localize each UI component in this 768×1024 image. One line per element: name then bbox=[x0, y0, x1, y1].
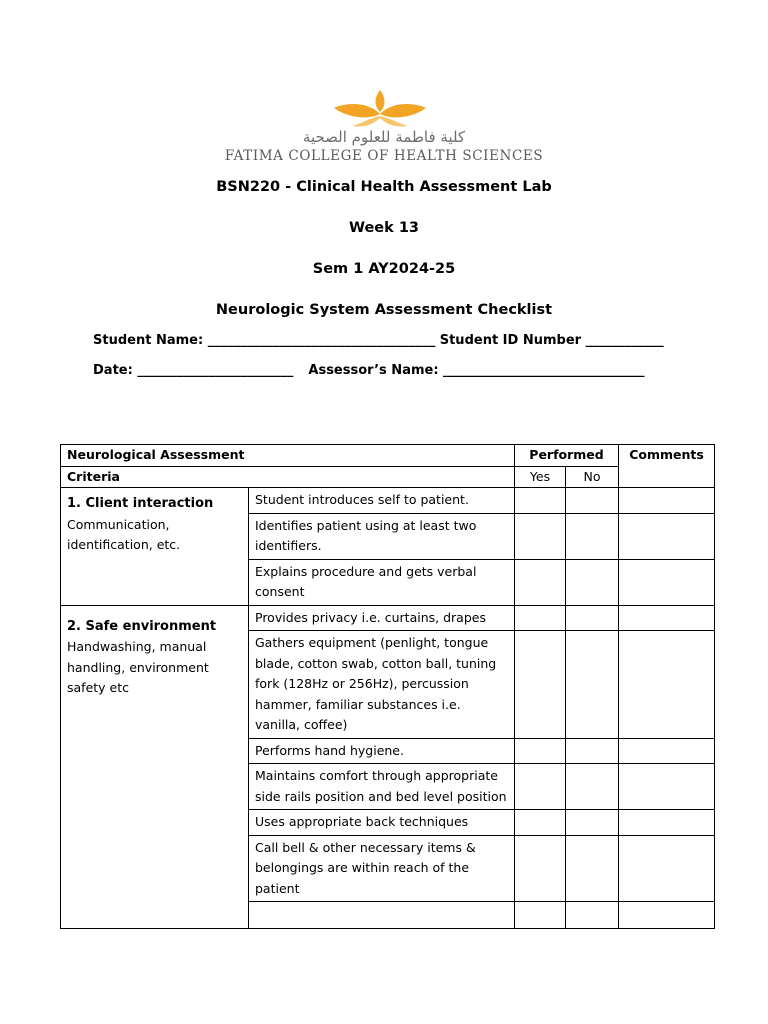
comments-cell[interactable] bbox=[619, 835, 715, 902]
comments-cell[interactable] bbox=[619, 738, 715, 764]
yes-checkbox-cell[interactable] bbox=[515, 810, 566, 836]
date-assessor-line bbox=[93, 363, 645, 378]
logo-english-name: FATIMA COLLEGE OF HEALTH SCIENCES bbox=[224, 148, 544, 164]
item-cell: Explains procedure and gets verbal consent bbox=[249, 559, 515, 605]
comments-cell[interactable] bbox=[619, 631, 715, 739]
item-cell: Maintains comfort through appropriate side rails position and bed level position bbox=[249, 764, 515, 810]
semester-label: Sem 1 AY2024-25 bbox=[312, 261, 456, 277]
criteria-title: 2. Safe environment bbox=[67, 618, 217, 634]
college-logo bbox=[190, 84, 578, 166]
criteria-description: Handwashing, manual handling, environment safety etc bbox=[67, 639, 209, 696]
student-id-field[interactable]: Student ID Number ____________ bbox=[439, 333, 664, 348]
no-checkbox-cell[interactable] bbox=[566, 810, 619, 836]
no-checkbox-cell[interactable] bbox=[566, 764, 619, 810]
date-field[interactable]: Date: ________________________ bbox=[93, 363, 294, 378]
yes-header-cell: Yes bbox=[515, 466, 566, 488]
comments-cell[interactable] bbox=[619, 559, 715, 605]
item-cell: Performs hand hygiene. bbox=[249, 738, 515, 764]
comments-cell[interactable] bbox=[619, 488, 715, 514]
logo-arabic-name: كلية فاطمة للعلوم الصحية bbox=[302, 128, 466, 146]
comments-cell[interactable] bbox=[619, 513, 715, 559]
yes-checkbox-cell[interactable] bbox=[515, 631, 566, 739]
no-checkbox-cell[interactable] bbox=[566, 605, 619, 631]
assessment-checklist-table bbox=[60, 444, 715, 929]
comments-cell[interactable] bbox=[619, 810, 715, 836]
assessor-name-field[interactable]: Assessor’s Name: _______________________________ bbox=[308, 363, 645, 378]
student-info-line bbox=[93, 333, 664, 348]
item-cell: Provides privacy i.e. curtains, drapes bbox=[249, 605, 515, 631]
performed-header-cell: Performed bbox=[515, 445, 619, 467]
no-checkbox-cell[interactable] bbox=[566, 513, 619, 559]
no-checkbox-cell[interactable] bbox=[566, 631, 619, 739]
yes-checkbox-cell[interactable] bbox=[515, 488, 566, 514]
yes-checkbox-cell[interactable] bbox=[515, 764, 566, 810]
yes-checkbox-cell[interactable] bbox=[515, 513, 566, 559]
table-row bbox=[61, 605, 715, 631]
yes-checkbox-cell[interactable] bbox=[515, 835, 566, 902]
assessment-header-cell: Neurological Assessment bbox=[61, 445, 515, 467]
criteria-title: 1. Client interaction bbox=[67, 496, 214, 511]
comments-header-cell: Comments bbox=[619, 445, 715, 488]
table-subheader-row bbox=[61, 466, 715, 488]
table-header-row bbox=[61, 445, 715, 467]
no-checkbox-cell[interactable] bbox=[566, 488, 619, 514]
no-checkbox-cell[interactable] bbox=[566, 559, 619, 605]
flower-logo-icon bbox=[330, 88, 430, 128]
no-checkbox-cell[interactable] bbox=[566, 902, 619, 929]
yes-checkbox-cell[interactable] bbox=[515, 738, 566, 764]
item-cell: Student introduces self to patient. bbox=[249, 488, 515, 514]
student-name-field[interactable]: Student Name: ___________________________________ bbox=[93, 333, 436, 348]
week-label: Week 13 bbox=[348, 220, 419, 236]
comments-cell[interactable] bbox=[619, 605, 715, 631]
table-row bbox=[61, 488, 715, 514]
no-header-cell: No bbox=[566, 466, 619, 488]
comments-cell[interactable] bbox=[619, 764, 715, 810]
criteria-description: Communication, identification, etc. bbox=[67, 516, 181, 552]
comments-cell[interactable] bbox=[619, 902, 715, 929]
item-cell: Uses appropriate back techniques bbox=[249, 810, 515, 836]
yes-checkbox-cell[interactable] bbox=[515, 902, 566, 929]
item-cell: Call bell & other necessary items & belongings are within reach of the patient bbox=[249, 835, 515, 902]
item-cell: Gathers equipment (penlight, tongue blade, cotton swab, cotton ball, tuning fork (128Hz or 256Hz), percussion hammer, familiar substances i.e. vanilla, coffee) bbox=[249, 631, 515, 739]
no-checkbox-cell[interactable] bbox=[566, 835, 619, 902]
criteria-header-cell: Criteria bbox=[61, 466, 515, 488]
yes-checkbox-cell[interactable] bbox=[515, 559, 566, 605]
item-cell-empty[interactable] bbox=[249, 902, 515, 929]
checklist-title: Neurologic System Assessment Checklist bbox=[215, 302, 553, 318]
course-title: BSN220 - Clinical Health Assessment Lab bbox=[216, 179, 552, 195]
item-cell: Identifies patient using at least two identifiers. bbox=[249, 513, 515, 559]
criteria-cell-client-interaction bbox=[61, 488, 249, 606]
criteria-cell-safe-environment bbox=[61, 605, 249, 929]
no-checkbox-cell[interactable] bbox=[566, 738, 619, 764]
yes-checkbox-cell[interactable] bbox=[515, 605, 566, 631]
